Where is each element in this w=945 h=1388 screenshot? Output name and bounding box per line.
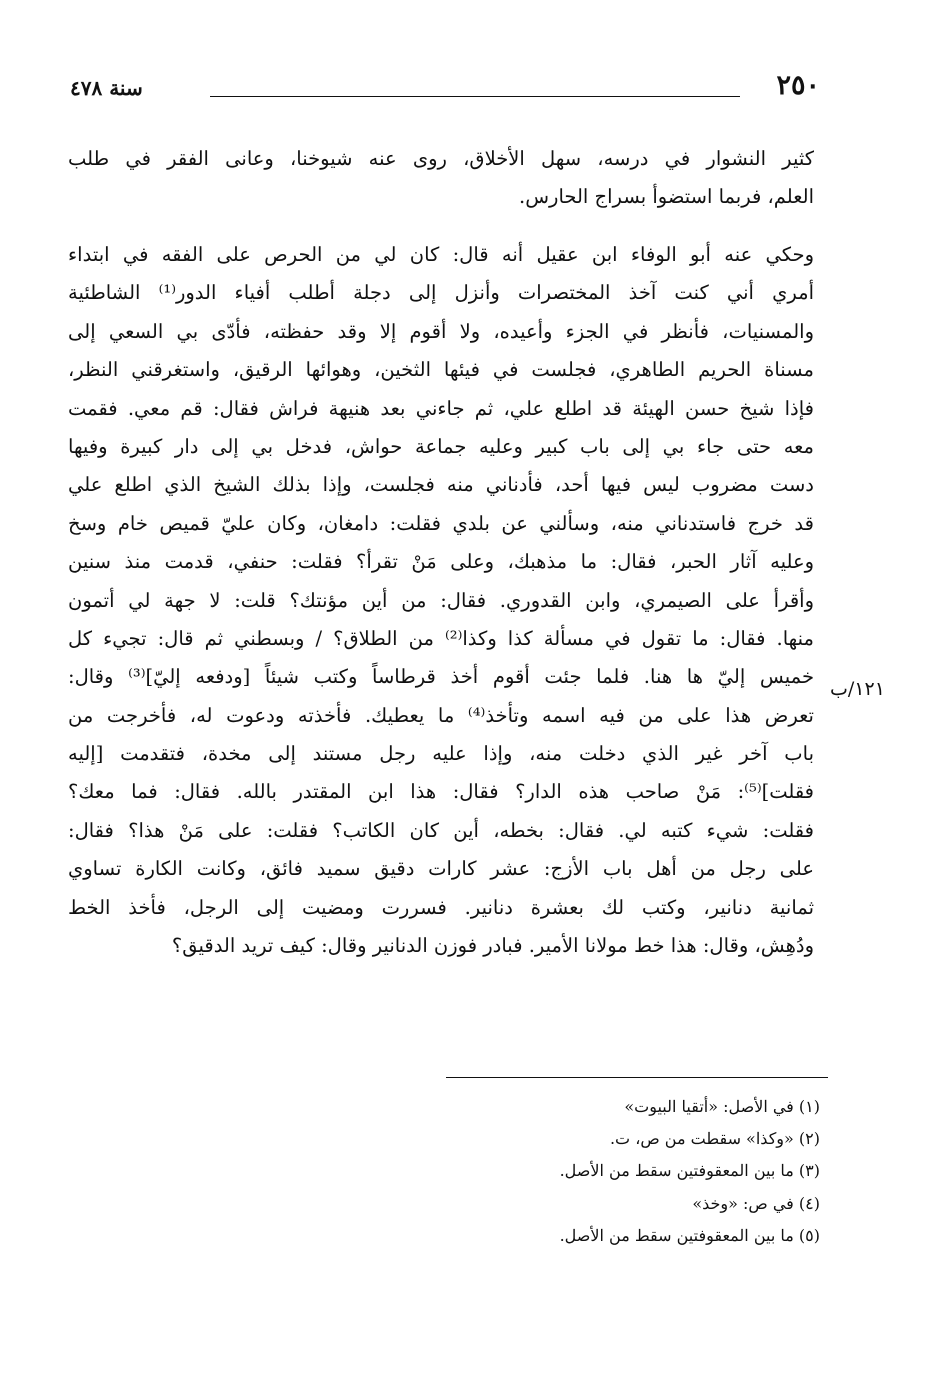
text-line: فإذا شيخ حسن الهيئة قد اطلع علي، ثم جاءني بعد هنيهة فراش فقال: قم معي. فقمت xyxy=(68,396,814,420)
text-line: العلم، فربما استضوأ بسراج الحارس. xyxy=(519,185,814,209)
text-line: تعرض هذا على من فيه اسمه وتأخذ⁽⁴⁾ ما يعطيك. فأخذته ودعوت له، فأخرجت من xyxy=(68,703,814,727)
text-line: وأقرأ على الصيمري، وابن القدوري. فقال: من أين مؤنتك؟ قلت: لا جهة لي أتمون xyxy=(68,588,814,612)
footnote: (١) في الأصل: «أتقيا البيوت» xyxy=(624,1097,820,1116)
text-line: خميس إليّ ها هنا. فلما جئت أقوم أخذ قرطاساً وكتب شيئاً [ودفعه إليّ]⁽³⁾ وقال: xyxy=(68,665,814,689)
footnote: (٥) ما بين المعقوفتين سقط من الأصل. xyxy=(559,1225,820,1245)
header-rule xyxy=(210,96,740,97)
text-line: وعليه آثار الحبر، فقال: ما مذهبك، وعلى مَنْ تقرأ؟ فقلت: حنفي، قدمت منذ سنين xyxy=(68,550,814,574)
text-line: باب آخر غير الذي دخلت منه، وإذا عليه رجل مستند إلى مخدة، فتقدمت [إليه xyxy=(68,742,814,766)
paragraph-1 xyxy=(68,140,814,217)
text-line: فقلت: شيء كتبه لي. فقال: بخطه، أين كان الكاتب؟ فقلت: على مَنْ هذا؟ فقال: xyxy=(68,818,814,842)
text-line: ثمانية دنانير، وكتب لك بعشرة دنانير. فسررت ومضيت إلى الرجل، فأخذ الخط xyxy=(68,895,814,919)
paragraph-2 xyxy=(68,236,814,965)
text-line: أمري أني كنت آخذ المختصرات وأنزل إلى دجلة أطلب أفياء الدور⁽¹⁾ الشاطئية xyxy=(68,281,814,305)
text-line: دست مضروب ليس فيها أحد، فأدناني منه فجلست، وإذا بذلك الشيخ الذي اطلع علي xyxy=(68,473,814,497)
page-header xyxy=(70,70,820,110)
footnote: (٣) ما بين المعقوفتين سقط من الأصل. xyxy=(559,1161,820,1181)
running-head-year: سنة ٤٧٨ xyxy=(70,76,143,100)
footnotes xyxy=(420,1091,820,1252)
text-line: والمسنيات، فأنظر في الجزء وأعيده، ولا أقوم إلا وقد حفظته، فأدّى بي السعي إلى xyxy=(68,319,814,343)
text-line: قد خرج فاستدناني منه، وسألني عن بلدي فقلت: دامغان، وكان عليّ قميص خام وسخ xyxy=(68,511,814,535)
text-line: وحكي عنه أبو الوفاء ابن عقيل أنه قال: كان لي من الحرص على الفقه في ابتداء xyxy=(68,243,814,266)
text-line: كثير النشوار في درسه، سهل الأخلاق، روى عنه شيوخنا، وعانى الفقر في طلب xyxy=(68,147,814,170)
text-line: على رجل من أهل باب الأزج: عشر كارات دقيق سميد فائق، وكانت الكارة تساوي xyxy=(68,857,814,881)
text-line: مسناة الحريم الطاهري، فجلست في فيئها الثخين، وهوائها الرقيق، واستغرقني النظر، xyxy=(68,358,814,382)
page-number: ٢٥٠ xyxy=(776,70,820,101)
footnote-separator xyxy=(446,1077,828,1078)
footnote: (٤) في ص: «وخذ» xyxy=(692,1193,820,1213)
text-line: ودُهِش، وقال: هذا خط مولانا الأمير. فبادر فوزن الدنانير وقال: كيف تريد الدقيق؟ xyxy=(171,934,814,958)
text-line: منها. فقال: ما تقول في مسألة كذا وكذا⁽²⁾ من الطلاق؟ / وبسطني ثم قال: تجيء كل xyxy=(68,626,814,650)
text-line: معه حتى جاء بي إلى باب كبير وعليه جماعة حواش، فدخل بي إلى دار كبيرة وفيها xyxy=(68,434,814,458)
text-line: فقلت]⁽⁵⁾: مَنْ صاحب هذه الدار؟ فقال: هذا ابن المقتدر بالله. فقال: فما معك؟ xyxy=(68,780,814,804)
footnote: (٢) «وكذا» سقطت من ص، ت. xyxy=(609,1129,820,1149)
folio-margin-note: ١٢١/ب xyxy=(830,678,885,700)
